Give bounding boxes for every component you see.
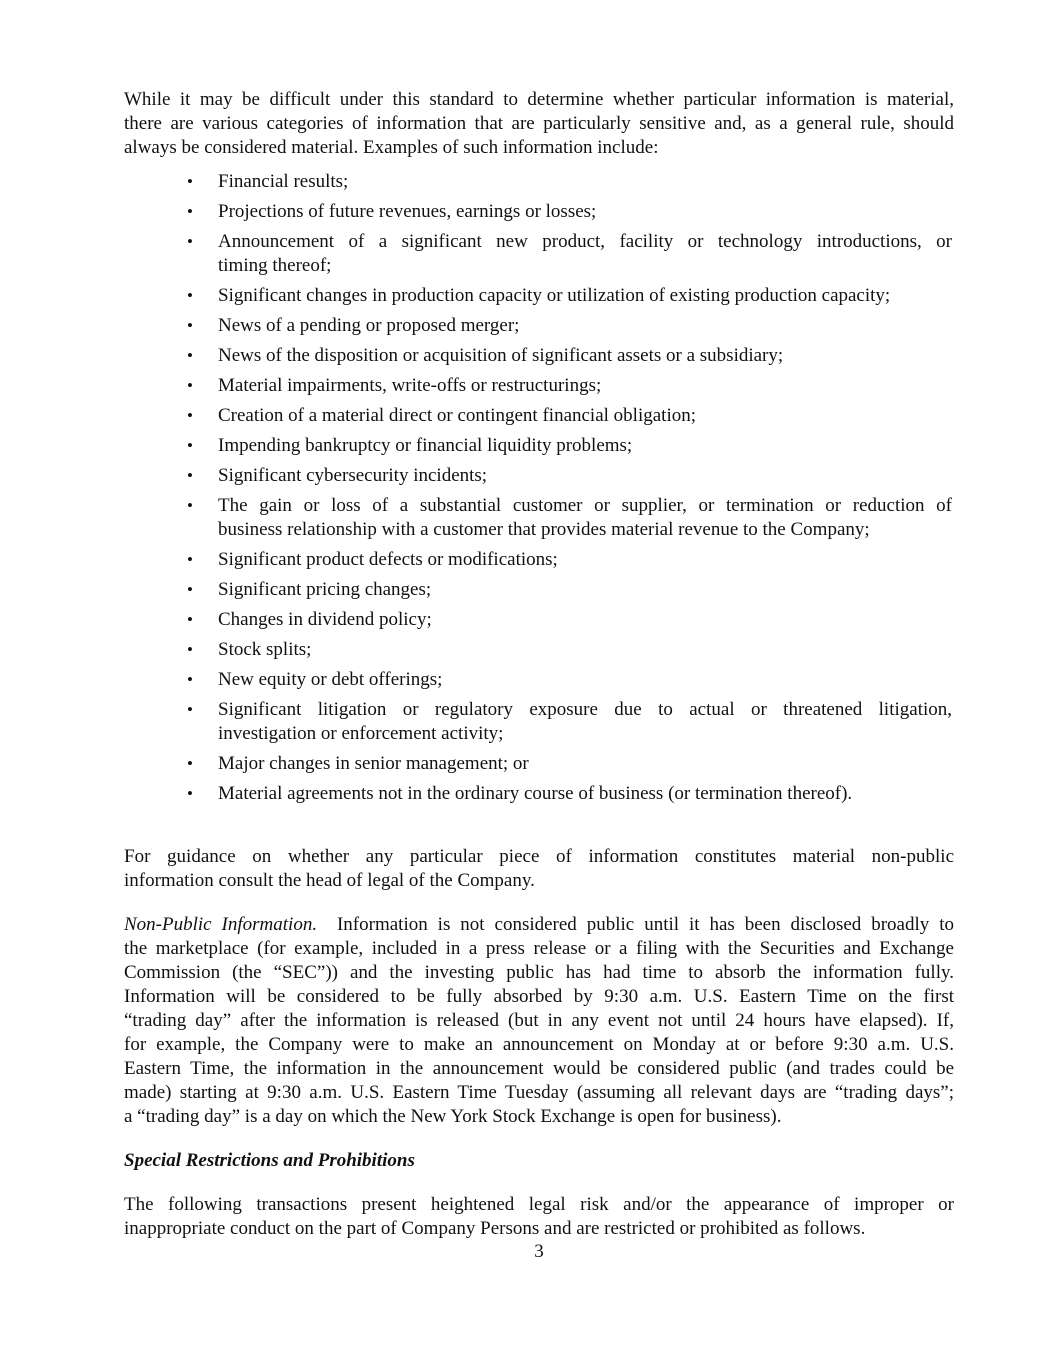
paragraph-line: Material impairments, write-offs or restructurings; <box>218 375 602 396</box>
paragraph-line: The following transactions present heightened legal risk and/or the appearance of improper or <box>124 1194 954 1215</box>
list-item <box>124 170 954 194</box>
paragraph-line: the marketplace (for example, included in a press release or a filing with the Securities and Exchange <box>124 938 954 959</box>
paragraph-line: Creation of a material direct or contingent financial obligation; <box>218 405 696 426</box>
paragraph-line: Significant product defects or modifications; <box>218 549 558 570</box>
paragraph-line: Announcement of a significant new product, facility or technology introductions, or <box>218 231 952 252</box>
list-item <box>124 200 954 224</box>
paragraph-line: Projections of future revenues, earnings or losses; <box>218 201 597 222</box>
list-item <box>124 668 954 692</box>
paragraph-line: Commission (the “SEC”)) and the investing public has had time to absorb the information fully. <box>124 962 954 983</box>
bullet-icon: • <box>187 316 193 335</box>
list-item <box>124 404 954 428</box>
bullet-icon: • <box>187 610 193 629</box>
list-item <box>124 782 954 806</box>
list-item <box>124 230 954 278</box>
paragraph-line: Eastern Time, the information in the announcement would be considered public (and trades could be <box>124 1058 954 1079</box>
list-item-text <box>218 608 952 632</box>
paragraph-line: investigation or enforcement activity; <box>218 723 504 744</box>
bullet-icon: • <box>187 232 193 251</box>
bullet-icon: • <box>187 640 193 659</box>
material-info-list <box>124 170 954 806</box>
restrictions-paragraph <box>124 1193 954 1241</box>
paragraph-line: “trading day” after the information is released (but in any event not until 24 hours have elapsed). If, <box>124 1010 954 1031</box>
non-public-label: Non-Public Information. <box>124 914 318 935</box>
bullet-icon: • <box>187 670 193 689</box>
list-item-text <box>218 752 952 776</box>
paragraph-line: timing thereof; <box>218 255 332 276</box>
paragraph-line: a “trading day” is a day on which the New York Stock Exchange is open for business). <box>124 1106 782 1127</box>
paragraph-line: Significant pricing changes; <box>218 579 432 600</box>
list-item <box>124 752 954 776</box>
list-item-text <box>218 494 952 542</box>
paragraph-line: New equity or debt offerings; <box>218 669 443 690</box>
bullet-icon: • <box>187 286 193 305</box>
list-item-text <box>218 314 952 338</box>
list-item <box>124 284 954 308</box>
bullet-icon: • <box>187 436 193 455</box>
bullet-icon: • <box>187 202 193 221</box>
document-page <box>124 88 954 1264</box>
list-item-text <box>218 578 952 602</box>
bullet-icon: • <box>187 580 193 599</box>
list-item <box>124 638 954 662</box>
list-item <box>124 344 954 368</box>
list-item <box>124 374 954 398</box>
list-item-text <box>218 230 952 278</box>
bullet-icon: • <box>187 466 193 485</box>
paragraph-line: information consult the head of legal of the Company. <box>124 870 535 891</box>
paragraph-line: there are various categories of information that are particularly sensitive and, as a general rule, should <box>124 113 954 134</box>
page-number: 3 <box>534 1241 544 1262</box>
paragraph-line: Financial results; <box>218 171 349 192</box>
list-item <box>124 494 954 542</box>
list-item <box>124 608 954 632</box>
paragraph-line: always be considered material. Examples of such information include: <box>124 137 659 158</box>
list-item-text <box>218 464 952 488</box>
paragraph-line: Material agreements not in the ordinary course of business (or termination thereof). <box>218 783 853 804</box>
list-item <box>124 578 954 602</box>
list-item-text <box>218 638 952 662</box>
guidance-paragraph <box>124 845 954 893</box>
paragraph-line: Stock splits; <box>218 639 312 660</box>
bullet-icon: • <box>187 550 193 569</box>
paragraph-line: Significant litigation or regulatory exposure due to actual or threatened litigation, <box>218 699 952 720</box>
list-item-text <box>218 782 952 806</box>
paragraph-line: Major changes in senior management; or <box>218 753 529 774</box>
paragraph-line: for example, the Company were to make an announcement on Monday at or before 9:30 a.m. U.S. <box>124 1034 954 1055</box>
paragraph-line: made) starting at 9:30 a.m. U.S. Eastern Time Tuesday (assuming all relevant days are “trading days”; <box>124 1082 954 1103</box>
bullet-icon: • <box>187 754 193 773</box>
non-public-paragraph <box>124 913 954 1129</box>
list-item-text <box>218 374 952 398</box>
bullet-icon: • <box>187 406 193 425</box>
line-text: Information is not considered public until it has been disclosed broadly to <box>317 914 954 935</box>
paragraph-line: Significant changes in production capacity or utilization of existing production capacity; <box>218 285 891 306</box>
list-item <box>124 698 954 746</box>
list-item <box>124 548 954 572</box>
bullet-icon: • <box>187 700 193 719</box>
list-item-text <box>218 548 952 572</box>
bullet-icon: • <box>187 496 193 515</box>
paragraph-line <box>124 913 954 937</box>
paragraph-line: business relationship with a customer that provides material revenue to the Company; <box>218 519 870 540</box>
list-item-text <box>218 434 952 458</box>
list-item-text <box>218 344 952 368</box>
list-item-text <box>218 284 952 308</box>
paragraph-line: Impending bankruptcy or financial liquidity problems; <box>218 435 633 456</box>
list-item-text <box>218 404 952 428</box>
intro-paragraph <box>124 88 954 160</box>
list-item-text <box>218 170 952 194</box>
paragraph-line: For guidance on whether any particular piece of information constitutes material non-public <box>124 846 954 867</box>
list-item <box>124 464 954 488</box>
bullet-icon: • <box>187 376 193 395</box>
list-item-text <box>218 698 952 746</box>
paragraph-line: The gain or loss of a substantial customer or supplier, or termination or reduction of <box>218 495 952 516</box>
list-item <box>124 314 954 338</box>
bullet-icon: • <box>187 346 193 365</box>
list-item-text <box>218 668 952 692</box>
list-item-text <box>218 200 952 224</box>
paragraph-line: Information will be considered to be fully absorbed by 9:30 a.m. U.S. Eastern Time on the first <box>124 986 954 1007</box>
paragraph-line: News of the disposition or acquisition of significant assets or a subsidiary; <box>218 345 784 366</box>
paragraph-line: News of a pending or proposed merger; <box>218 315 520 336</box>
bullet-icon: • <box>187 784 193 803</box>
paragraph-line: inappropriate conduct on the part of Company Persons and are restricted or prohibited as follows. <box>124 1218 866 1239</box>
section-heading: Special Restrictions and Prohibitions <box>124 1150 415 1171</box>
paragraph-line: Significant cybersecurity incidents; <box>218 465 488 486</box>
paragraph-line: Changes in dividend policy; <box>218 609 432 630</box>
bullet-icon: • <box>187 172 193 191</box>
list-item <box>124 434 954 458</box>
paragraph-line: While it may be difficult under this standard to determine whether particular information is material, <box>124 89 954 110</box>
